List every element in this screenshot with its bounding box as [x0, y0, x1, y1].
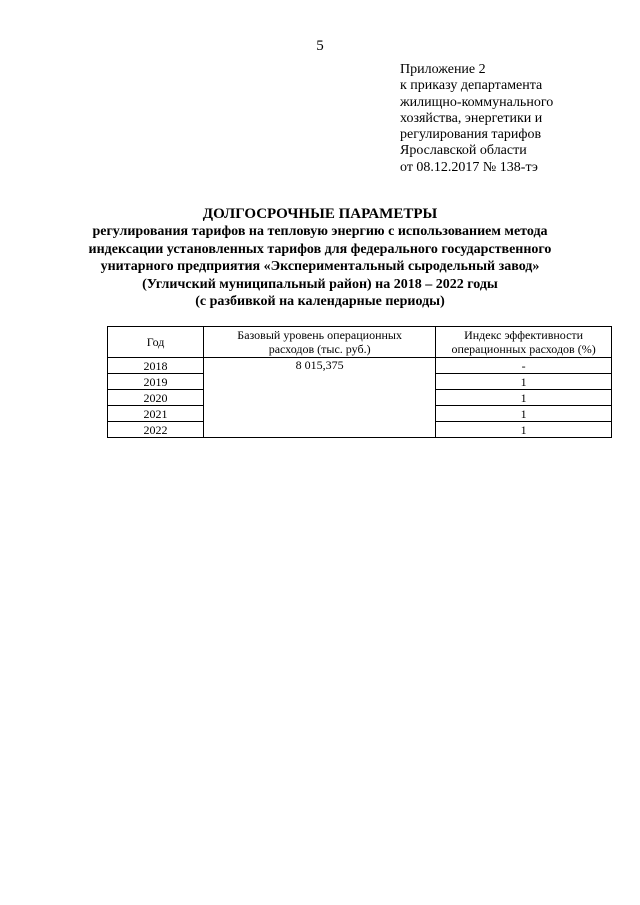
index-cell: - — [436, 358, 612, 374]
base-level-cell: 8 015,375 — [204, 358, 436, 438]
appendix-line: регулирования тарифов — [400, 127, 542, 143]
heading-line: (Угличский муниципальный район) на 2018 – 2022 годы — [142, 276, 498, 292]
year-cell: 2018 — [108, 358, 204, 374]
table-header-row — [108, 327, 612, 358]
header-base-level-line: расходов (тыс. руб.) — [268, 342, 371, 356]
heading-line: индексации установленных тарифов для федерального государственного — [88, 241, 552, 257]
year-cell: 2021 — [108, 406, 204, 422]
header-index-line: Индекс эффективности — [464, 328, 584, 342]
year-cell: 2019 — [108, 374, 204, 390]
table-row — [108, 358, 612, 374]
appendix-block — [400, 62, 630, 176]
header-base-level — [204, 327, 436, 358]
year-cell: 2020 — [108, 390, 204, 406]
page-number: 5 — [316, 38, 324, 54]
heading-line: (с разбивкой на календарные периоды) — [195, 294, 445, 310]
header-index-line: операционных расходов (%) — [451, 342, 596, 356]
index-cell: 1 — [436, 374, 612, 390]
parameters-table — [107, 326, 612, 438]
document-title: ДОЛГОСРОЧНЫЕ ПАРАМЕТРЫ — [202, 206, 438, 222]
appendix-line: Приложение 2 — [400, 62, 486, 77]
appendix-line: хозяйства, энергетики и — [400, 110, 543, 126]
appendix-line: к приказу департамента — [400, 78, 543, 94]
index-cell: 1 — [436, 422, 612, 438]
appendix-line: жилищно-коммунального — [400, 94, 554, 110]
year-cell: 2022 — [108, 422, 204, 438]
appendix-line: от 08.12.2017 № 138-тэ — [400, 159, 538, 175]
heading-line: регулирования тарифов на тепловую энергию с использованием метода — [92, 224, 548, 239]
document-heading — [0, 205, 640, 311]
appendix-line: Ярославской области — [400, 143, 527, 159]
heading-line: унитарного предприятия «Экспериментальный сыродельный завод» — [100, 259, 540, 275]
index-cell: 1 — [436, 390, 612, 406]
index-cell: 1 — [436, 406, 612, 422]
header-base-level-line: Базовый уровень операционных — [237, 328, 402, 342]
header-efficiency-index — [436, 327, 612, 358]
header-year: Год — [108, 327, 204, 358]
